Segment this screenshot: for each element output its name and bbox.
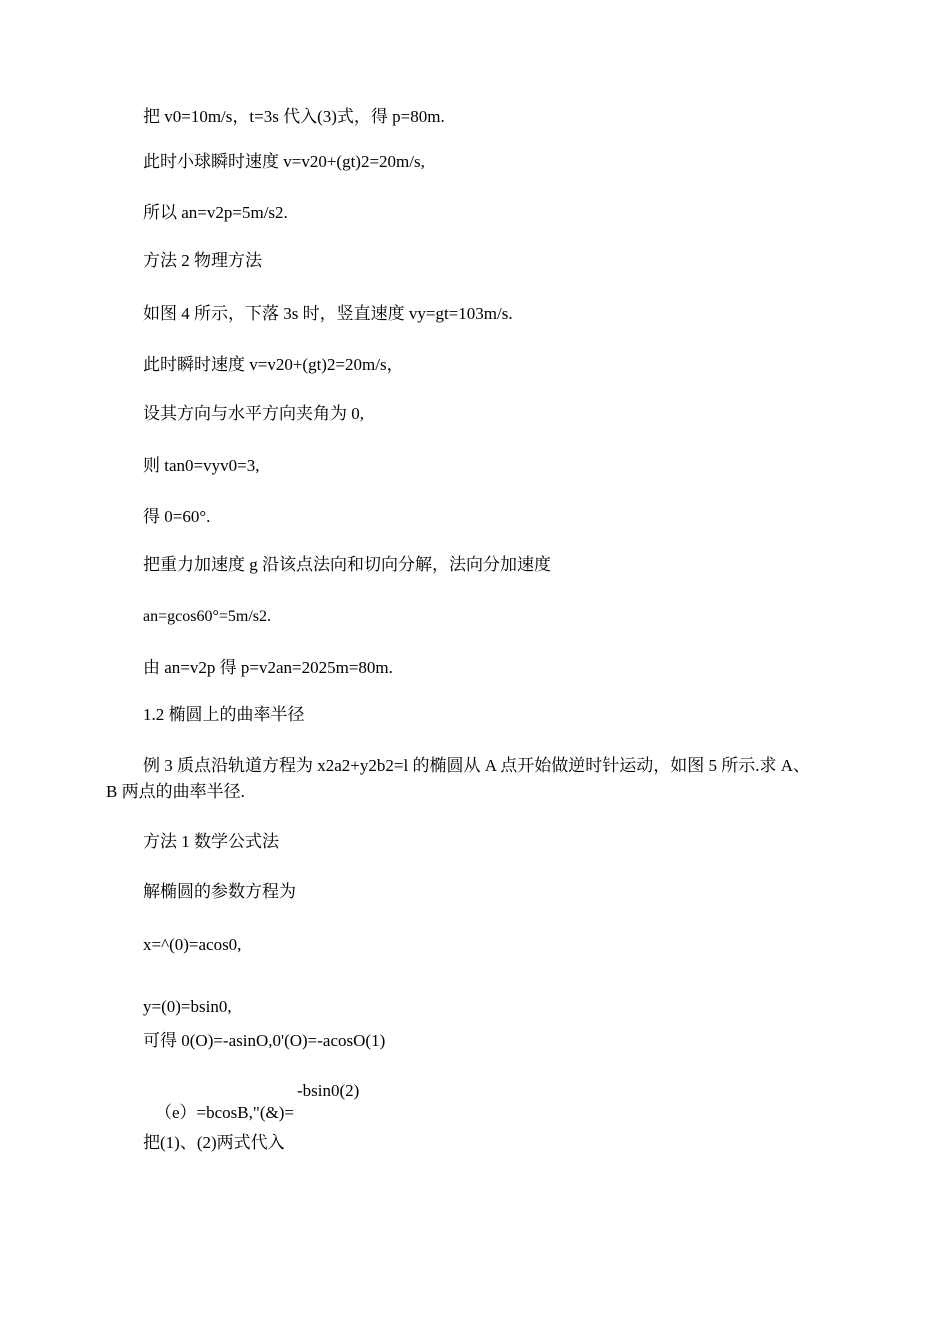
text-line: 把重力加速度 g 沿该点法向和切向分解，法向分加速度 <box>143 555 551 574</box>
text-line: 此时瞬时速度 v=v20+(gt)2=20m/s， <box>143 355 404 374</box>
text-line: 解椭圆的参数方程为 <box>143 882 296 901</box>
text-line: 如图 4 所示，下落 3s 时，竖直速度 vy=gt=103m/s. <box>143 304 513 323</box>
text-line: 把 v0=10m/s，t=3s 代入(3)式，得 p=80m. <box>143 107 445 126</box>
text-line: an=gcos60°=5m/s2. <box>143 608 271 625</box>
text-line: 此时小球瞬时速度 v=v20+(gt)2=20m/s, <box>143 152 425 171</box>
text-line: 由 an=v2p 得 p=v2an=2025m=80m. <box>143 658 393 677</box>
text-line: 把(1)、(2)两式代入 <box>143 1133 285 1152</box>
equation-line: （e）=bcosB,"(&)= <box>155 1103 294 1122</box>
equation-line: x=^(0)=acos0, <box>143 935 242 954</box>
equation-line: y=(0)=bsin0, <box>143 997 232 1016</box>
text-line: 例 3 质点沿轨道方程为 x2a2+y2b2=l 的椭圆从 A 点开始做逆时针运动，如图 5 所示.求 A、 <box>143 756 811 775</box>
text-line: 则 tan0=vyv0=3, <box>143 456 260 475</box>
text-line: 方法 1 数学公式法 <box>143 832 279 851</box>
text-line: B 两点的曲率半径. <box>106 782 245 801</box>
text-line: 所以 an=v2p=5m/s2. <box>143 203 288 222</box>
text-line: 方法 2 物理方法 <box>143 251 262 270</box>
equation-line: -bsin0(2) <box>297 1081 360 1100</box>
text-line: 设其方向与水平方向夹角为 0, <box>143 404 364 423</box>
section-heading: 1.2 椭圆上的曲率半径 <box>143 705 305 724</box>
equation-line: 可得 0(O)=-asinO,0'(O)=-acosO(1) <box>143 1031 386 1050</box>
text-line: 得 0=60°. <box>143 507 211 526</box>
